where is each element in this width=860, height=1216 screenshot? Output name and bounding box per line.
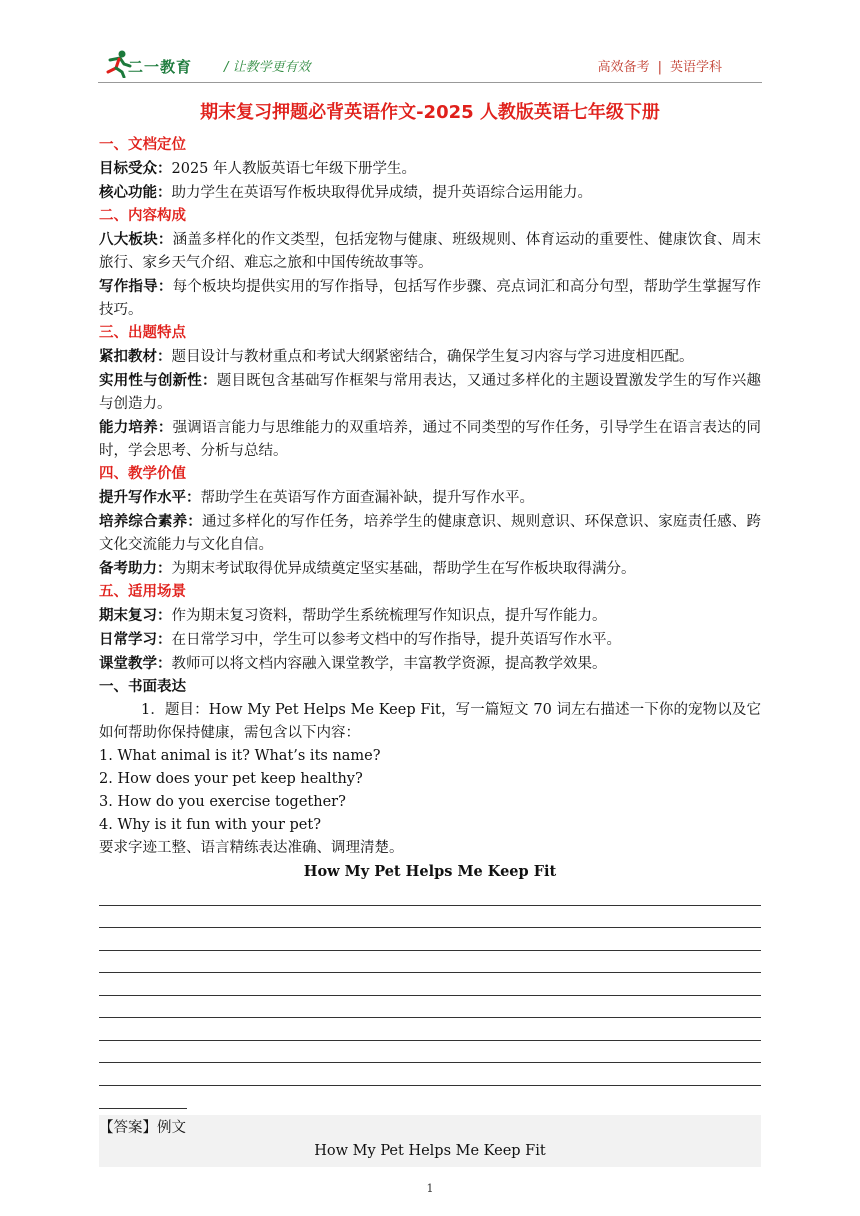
header-tag-separator: | (657, 60, 662, 75)
footnote-rule (99, 1108, 187, 1109)
item-label: 八大板块： (99, 231, 173, 248)
item-label: 期末复习： (99, 607, 172, 624)
question-point: 1. What animal is it? What’s its name? (99, 748, 381, 764)
item-text: 题目既包含基础写作框架与常用表达，又通过多样化的主题设置激发学生的写作兴趣与创造力。 (99, 373, 762, 412)
item-text: 每个板块均提供实用的写作指导，包括写作步骤、亮点词汇和高分句型，帮助学生掌握写作技巧。 (99, 279, 762, 318)
section-item (99, 275, 761, 322)
writing-line[interactable] (99, 951, 761, 974)
item-label: 提升写作水平： (99, 489, 201, 506)
section-heading: 二、内容构成 (99, 208, 186, 224)
section-heading: 四、教学价值 (99, 466, 186, 482)
section-item (99, 228, 761, 275)
question-requirement: 要求字迹工整、语言精练表达准确、调理清楚。 (99, 840, 404, 856)
section-item (99, 181, 761, 205)
section-heading: 五、适用场景 (99, 584, 186, 600)
item-text: 帮助学生在英语写作方面查漏补缺，提升写作水平。 (200, 490, 534, 506)
item-label: 目标受众： (99, 160, 172, 177)
writing-line[interactable] (99, 1018, 761, 1041)
item-text: 通过多样化的写作任务，培养学生的健康意识、规则意识、环保意识、家庭责任感、跨文化交流能力与文化自信。 (99, 514, 762, 553)
writing-line[interactable] (99, 1041, 761, 1064)
page-header (102, 46, 722, 82)
question-point: 2. How does your pet keep healthy? (99, 771, 363, 787)
item-label: 培养综合素养： (99, 513, 203, 530)
writing-line[interactable] (99, 906, 761, 929)
header-divider (98, 82, 762, 83)
section-item (99, 604, 761, 628)
writing-lines (99, 883, 761, 1086)
item-label: 写作指导： (99, 278, 173, 295)
item-text: 涵盖多样化的作文类型，包括宠物与健康、班级规则、体育运动的重要性、健康饮食、周末旅行、家乡天气介绍、难忘之旅和中国传统故事等。 (99, 232, 762, 271)
header-tag-left: 高效备考 (597, 60, 650, 75)
writing-line[interactable] (99, 973, 761, 996)
section-item (99, 416, 761, 463)
section-content (99, 205, 761, 322)
answer-label: 【答案】例文 (99, 1119, 186, 1136)
section-heading: 一、文档定位 (99, 137, 186, 153)
item-label: 实用性与创新性： (99, 372, 217, 389)
item-text: 在日常学习中，学生可以参考文档中的写作指导，提升英语写作水平。 (171, 632, 621, 648)
section-item (99, 510, 761, 557)
item-text: 作为期末复习资料，帮助学生系统梳理写作知识点，提升写作能力。 (171, 608, 607, 624)
question-point: 3. How do you exercise together? (99, 794, 346, 810)
section-positioning (99, 134, 761, 205)
section-item (99, 557, 761, 581)
section-heading: 三、出题特点 (99, 325, 186, 341)
section-value (99, 463, 761, 581)
section-features (99, 322, 761, 463)
item-text: 2025 年人教版英语七年级下册学生。 (171, 161, 417, 177)
section-item (99, 157, 761, 181)
brand-logo (102, 48, 212, 80)
section-item (99, 345, 761, 369)
section-item (99, 628, 761, 652)
answer-title: How My Pet Helps Me Keep Fit (314, 1142, 546, 1159)
brand-name: 二一教育 (128, 58, 193, 76)
item-label: 备考助力： (99, 560, 172, 577)
writing-line[interactable] (99, 928, 761, 951)
document-body (99, 98, 761, 1167)
item-text: 为期末考试取得优异成绩奠定坚实基础，帮助学生在写作板块取得满分。 (171, 561, 636, 577)
item-label: 课堂教学： (99, 655, 172, 672)
section-item (99, 486, 761, 510)
header-tag-right: 英语学科 (669, 60, 722, 75)
header-tags (598, 56, 722, 75)
section-scenarios (99, 581, 761, 676)
writing-line[interactable] (99, 1063, 761, 1086)
section-item (99, 369, 761, 416)
section-item (99, 652, 761, 676)
document-title: 期末复习押题必背英语作文-2025 人教版英语七年级下册 (200, 102, 660, 123)
writing-line[interactable] (99, 883, 761, 906)
item-text: 助力学生在英语写作板块取得优异成绩，提升英语综合运用能力。 (171, 185, 592, 201)
question-intro: 1．题目：How My Pet Helps Me Keep Fit，写一篇短文 70 词左右描述一下你的宠物以及它如何帮助你保持健康，需包含以下内容： (99, 702, 761, 741)
essay-title: How My Pet Helps Me Keep Fit (303, 863, 557, 880)
page-number: 1 (426, 1182, 434, 1195)
item-text: 教师可以将文档内容融入课堂教学，丰富教学资源，提高教学效果。 (171, 656, 607, 672)
part-heading: 一、书面表达 (99, 679, 186, 695)
question-point: 4. Why is it fun with your pet? (99, 817, 321, 833)
answer-box (99, 1115, 761, 1167)
item-label: 能力培养： (99, 419, 173, 436)
writing-line[interactable] (99, 996, 761, 1019)
item-text: 强调语言能力与思维能力的双重培养，通过不同类型的写作任务，引导学生在语言表达的同时，学会思考、分析与总结。 (99, 420, 762, 459)
header-slogan: / 让教学更有效 (224, 60, 311, 75)
item-text: 题目设计与教材重点和考试大纲紧密结合，确保学生复习内容与学习进度相匹配。 (171, 349, 694, 365)
item-label: 日常学习： (99, 631, 172, 648)
item-label: 紧扣教材： (99, 348, 172, 365)
item-label: 核心功能： (99, 184, 172, 201)
